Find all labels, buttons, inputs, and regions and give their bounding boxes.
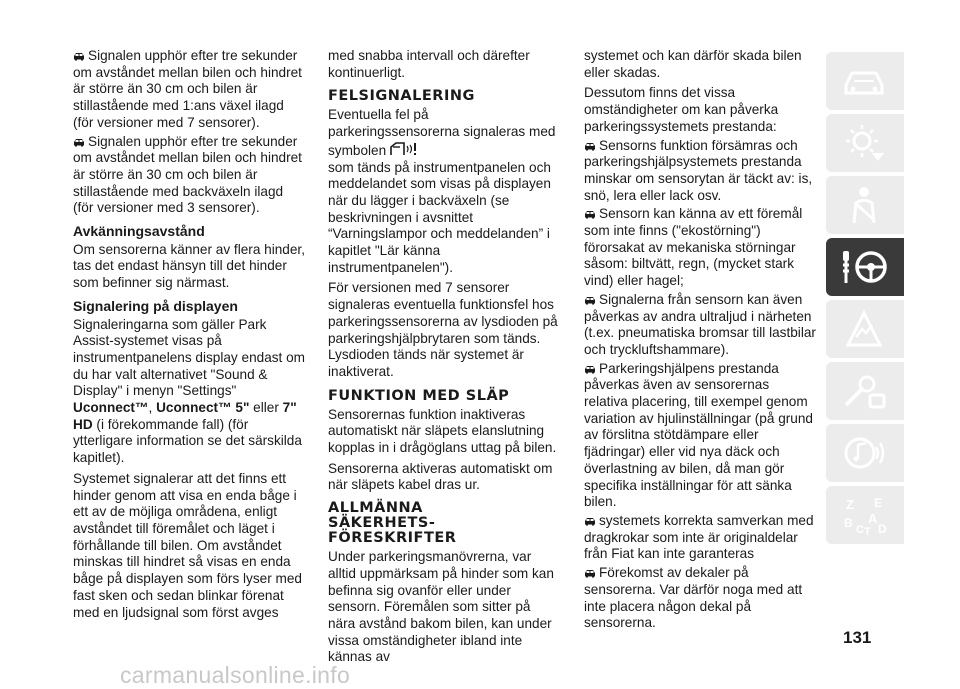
bullet-paragraph — [73, 134, 305, 218]
index-letter: Z — [846, 497, 854, 512]
section-subheading: Avkänningsavstånd — [73, 223, 205, 240]
paragraph-text: Signalen upphör efter tre sekunder om avståndet mellan bilen och hindret är större än 30 cm och bilen är stillastående med backväxeln ilagd (för versioner med 3 sensorer). — [73, 133, 302, 216]
tab-dashboard[interactable] — [826, 52, 904, 110]
menu-term: Uconnect™ 5" — [156, 400, 250, 416]
car-bullet-icon — [73, 138, 85, 147]
seatbelt-airbag-icon — [840, 183, 890, 227]
tab-multimedia[interactable] — [826, 424, 904, 482]
bullet-paragraph: Parkeringshjälpens prestanda påverkas även av sensorernas relativa placering, till exempel genom variation av hjulinställningar (på grund av förslitna stötdämpare eller fjädringar) eller vid nya däck och överlastning av bilen, då man gör specifika inställningar för att sänka bilen. — [584, 360, 813, 510]
tab-warning-lights[interactable] — [826, 114, 904, 172]
tab-index[interactable] — [826, 486, 904, 544]
paragraph-text: Signalen upphör efter tre sekunder om avståndet mellan bilen och hindret är större än 30 cm och bilen är stillastående med 1:ans växel ilagd (för versioner med 7 sensorer). — [73, 48, 302, 130]
index-letter: A — [868, 511, 878, 526]
bullet-paragraph: Förekomst av dekaler på sensorerna. Var därför noga med att inte placera någon dekal på sensorerna. — [584, 565, 803, 631]
page-number: 131 — [843, 628, 872, 647]
menu-term: 7" HD — [73, 400, 297, 432]
car-bullet-icon — [73, 52, 85, 61]
index-letter: B — [844, 516, 853, 530]
paragraph: med snabba intervall och därefter kontinuerligt. — [328, 48, 530, 80]
warning-lights-icon — [840, 121, 890, 165]
menu-term: Uconnect™ — [73, 400, 149, 416]
text-column-1 — [73, 48, 305, 623]
maintenance-tools-icon — [840, 369, 890, 413]
bullet-paragraph: Signalerna från sensorn kan även påverkas av andra ultraljud i närheten (t.ex. pneumatiska bromsar till lastbilar och tryckluftshammare). — [584, 291, 816, 357]
paragraph: Om sensorerna känner av flera hinder, tas det endast hänsyn till det hinder som befinner sig närmast. — [73, 241, 305, 291]
car-bullet-icon — [584, 365, 596, 374]
paragraph: Under parkeringsmanövrerna, var alltid uppmärksam på hinder som kan befinna sig ovanför eller under sensorn. Föremålen som sitter på nära avstånd bakom bilen, kan under vissa omständigheter ibland inte kännas av — [328, 549, 554, 665]
parking-sensor-warning-icon — [388, 141, 418, 157]
paragraph: Signaleringarna som gäller Park Assist-systemet visas på instrumentpanelens display endast om du har valt alternativet "Sound & Display" i menyn "Settings" Uconnect™, Uconnect™ 5" eller 7" HD (i förekommande fall) (för ytterligare information se det särskilda kapitlet). — [73, 316, 305, 466]
car-bullet-icon — [584, 210, 596, 219]
tab-maintenance[interactable] — [826, 362, 904, 420]
index-letter: T — [864, 526, 871, 537]
section-heading: ALLMÄNNA SÄKERHETS- FÖRESKRIFTER — [328, 500, 457, 547]
paragraph: Dessutom finns det vissa omständigheter om kan påverka parkeringssystemets prestanda: — [584, 85, 779, 134]
emergency-triangle-icon — [840, 307, 890, 351]
media-music-icon — [840, 431, 890, 475]
paragraph: Eventuella fel på parkeringssensorerna signaleras med symbolen som tänds på instrumentpanelen och meddelandet som visas på displayen när du lägger i backväxeln (se beskrivningen i avsnittet “Varningslampor och meddelanden” i kapitlet "Lär känna instrumentpanelen"). — [328, 107, 556, 275]
tab-safety[interactable] — [826, 176, 904, 234]
text-column-2 — [328, 48, 560, 668]
text-column-3 — [584, 48, 816, 634]
car-dashboard-icon — [840, 59, 890, 103]
section-heading: FELSIGNALERING — [328, 88, 475, 105]
paragraph: Sensorernas funktion inaktiveras automatiskt när släpets elanslutning kopplas in i drågöglans uttag på bilen. — [328, 406, 557, 456]
key-steering-wheel-icon — [840, 245, 890, 289]
bullet-paragraph: Sensorns funktion försämras och parkeringshjälpsystemets prestanda minskar om sensorytan är täckt av: is, snö, lera eller lack osv. — [584, 137, 813, 203]
watermark: carmanualsonline.info — [120, 662, 351, 688]
paragraph: systemet och kan därför skada bilen eller skadas. — [584, 48, 802, 80]
section-subheading: Signalering på displayen — [73, 297, 238, 314]
index-letter: C — [856, 524, 864, 536]
paragraph: Sensorerna aktiveras automatiskt om när släpets kabel dras ur. — [328, 460, 553, 493]
chapter-tabs — [826, 52, 904, 548]
bullet-paragraph — [73, 48, 305, 132]
section-heading: FUNKTION MED SLÄP — [328, 387, 510, 404]
paragraph: För versionen med 7 sensorer signaleras eventuella funktionsfel hos parkeringssensorerna av lysdioden på parkeringshjälpbrytaren som tänds. Lysdioden tänds när systemet är inaktiverat. — [328, 280, 558, 379]
bullet-paragraph: Sensorn kan känna av ett föremål som inte finns ("ekostörning") förorsakat av mekaniska störningar såsom: biltvätt, regn, (mycket stark vind) eller hagel; — [584, 206, 803, 289]
tab-starting-driving[interactable] — [826, 238, 904, 296]
index-letters-icon — [840, 493, 890, 537]
bullet-paragraph: systemets korrekta samverkan med dragkrokar som inte är originaldelar från Fiat kan inte garanteras — [584, 512, 814, 562]
car-bullet-icon — [584, 517, 596, 526]
tab-emergency[interactable] — [826, 300, 904, 358]
index-letter: D — [878, 522, 887, 536]
car-bullet-icon — [584, 296, 596, 305]
car-bullet-icon — [584, 569, 596, 578]
index-letter: E — [874, 496, 883, 510]
paragraph: Systemet signalerar att det finns ett hinder genom att visa en enda båge i ett av de möjliga områdena, enligt avståndet till föremålet och läget i förhållande till bilen. Om avståndet minskas till hindret så visas en enda båge på displayen som förs lyser med fast sken och sedan blinkar förenat med en ljudsignal som först avges — [73, 470, 302, 620]
car-bullet-icon — [584, 142, 596, 151]
